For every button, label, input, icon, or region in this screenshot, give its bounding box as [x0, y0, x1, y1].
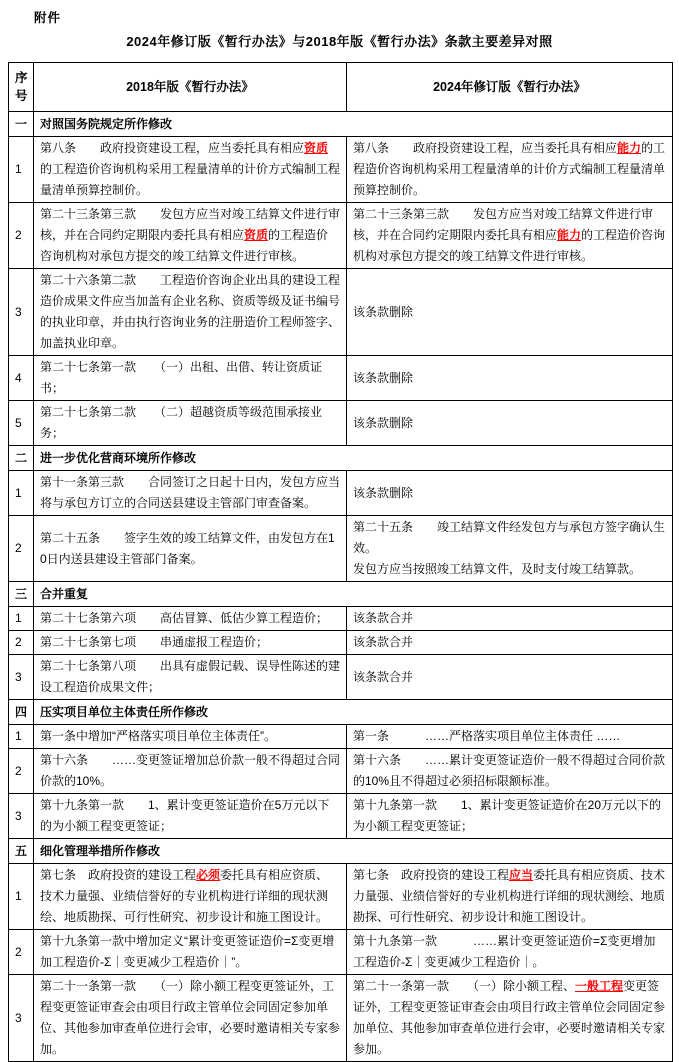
- table-row: [9, 655, 673, 700]
- table-row: [9, 607, 673, 631]
- highlighted-text: 资质: [244, 228, 269, 242]
- row-number: 3: [9, 794, 34, 839]
- highlighted-text: 能力: [617, 141, 642, 155]
- cell-2018-text: [34, 203, 347, 269]
- text-segment: 第二十六条第二款 工程造价咨询企业出具的建设工程造价成果文件应当加盖有企业名称、资质等级及证书编号的执业印章，并由执行咨询业务的注册造价工程师签字、加盖执业印章。: [40, 273, 341, 350]
- text-segment: 第十九条第一款 ……累计变更签证造价=Σ变更增加工程造价-Σ｜变更减少工程造价｜。: [353, 934, 656, 969]
- cell-2018-text: [34, 516, 347, 582]
- table-row: [9, 930, 673, 975]
- row-number: 1: [9, 725, 34, 749]
- table-row: [9, 137, 673, 203]
- text-segment: 第七条 政府投资的建设工程: [353, 868, 510, 882]
- text-segment: 第一条 ……严格落实项目单位主体责任 ……: [353, 729, 621, 743]
- text-segment: 第二十五条 竣工结算文件经发包方与承包方签字确认生效。: [353, 520, 666, 555]
- text-segment: 该条款合并: [353, 669, 414, 684]
- table-row: [9, 975, 673, 1062]
- text-segment: 该条款删除: [353, 485, 414, 500]
- cell-2018-text: [34, 631, 347, 655]
- text-segment: 第二十七条第二款 （二）超越资质等级范围承接业务；: [40, 405, 323, 440]
- cell-2024-text: [347, 975, 673, 1062]
- table-row: [9, 471, 673, 516]
- table-row: [9, 203, 673, 269]
- column-header-index: 序号: [9, 63, 34, 112]
- table-row: [9, 516, 673, 582]
- comparison-table-body: [9, 112, 673, 1062]
- section-header-row: [9, 446, 673, 471]
- row-number: 1: [9, 607, 34, 631]
- highlighted-text: 资质: [304, 141, 329, 155]
- text-segment: 第十九条第一款 1、累计变更签证造价在5万元以下的为小额工程变更签证；: [40, 798, 330, 833]
- cell-2024-text: [347, 607, 673, 631]
- text-segment: 第二十七条第六项 高估冒算、低估少算工程造价；: [40, 611, 329, 625]
- text-segment: 第二十一条第一款 （一）除小额工程、: [353, 979, 576, 993]
- text-segment: 第十六条 ……变更签证增加总价款一般不得超过合同价款的10%。: [40, 753, 341, 788]
- text-segment: 第八条 政府投资建设工程，应当委托具有相应: [40, 141, 305, 155]
- table-row: [9, 269, 673, 356]
- cell-2024-text: [347, 930, 673, 975]
- cell-2024-text: [347, 631, 673, 655]
- text-segment: 第十九条第一款中增加定义“累计变更签证造价=Σ变更增加工程造价-Σ｜变更减少工程造价｜”。: [40, 934, 335, 969]
- row-number: 5: [9, 401, 34, 446]
- text-segment: 的工程造价咨询机构采用工程量清单的计价方式编制工程量清单预算控制价。: [353, 141, 666, 197]
- text-segment: 该条款删除: [353, 370, 414, 385]
- cell-2018-text: [34, 749, 347, 794]
- text-segment: 该条款删除: [353, 415, 414, 430]
- cell-2024-text: [347, 725, 673, 749]
- cell-2018-text: [34, 864, 347, 930]
- text-segment: 的工程造价咨询机构对承包方提交的竣工结算文件进行审核。: [353, 228, 666, 263]
- table-row: [9, 631, 673, 655]
- text-segment: 发包方应当按照竣工结算文件，及时支付竣工结算款。: [353, 562, 642, 576]
- section-index: 一: [9, 112, 34, 137]
- section-title: 细化管理举措所作修改: [34, 839, 673, 864]
- row-number: 2: [9, 631, 34, 655]
- cell-2024-text: [347, 203, 673, 269]
- row-number: 3: [9, 655, 34, 700]
- highlighted-text: 应当: [509, 868, 534, 882]
- section-index: 四: [9, 700, 34, 725]
- row-number: 1: [9, 137, 34, 203]
- row-number: 2: [9, 749, 34, 794]
- text-segment: 第二十七条第一款 （一）出租、出借、转让资质证书；: [40, 360, 323, 395]
- section-header-row: [9, 112, 673, 137]
- table-row: [9, 794, 673, 839]
- text-segment: 第二十三条第三款 发包方应当对竣工结算文件进行审核，并在合同约定期限内委托具有相应: [353, 207, 654, 242]
- cell-2018-text: [34, 401, 347, 446]
- cell-2018-text: [34, 725, 347, 749]
- cell-2024-text: [347, 356, 673, 401]
- cell-2024-text: [347, 794, 673, 839]
- row-number: 1: [9, 864, 34, 930]
- row-number: 2: [9, 930, 34, 975]
- cell-2018-text: [34, 137, 347, 203]
- table-row: [9, 401, 673, 446]
- text-segment: 第十一条第三款 合同签订之日起十日内，发包方应当将与承包方订立的合同送县建设主管部门审查备案。: [40, 475, 341, 510]
- section-header-row: [9, 700, 673, 725]
- text-segment: 该条款删除: [353, 304, 414, 319]
- attachment-label: 附件: [34, 11, 62, 25]
- table-header-row: [9, 63, 673, 112]
- text-segment: 该条款合并: [353, 635, 414, 649]
- section-header-row: [9, 839, 673, 864]
- section-title: 压实项目单位主体责任所作修改: [34, 700, 673, 725]
- text-segment: 的工程造价咨询机构对承包方提交的竣工结算文件进行审核。: [40, 228, 329, 263]
- text-segment: 第二十一条第一款 （一）除小额工程变更签证外，工程变更签证审查会由项目行政主管单位会同固定参加单位、其他参加审查单位进行会审，必要时邀请相关专家参加。: [40, 979, 341, 1056]
- table-row: [9, 356, 673, 401]
- text-segment: 该条款合并: [353, 611, 414, 625]
- table-row: [9, 749, 673, 794]
- text-segment: 第二十七条第八项 出具有虚假记载、误导性陈述的建设工程造价成果文件；: [40, 659, 341, 694]
- table-row: [9, 864, 673, 930]
- highlighted-text: 一般工程: [575, 979, 624, 993]
- row-number: 2: [9, 203, 34, 269]
- text-segment: 第二十五条 签字生效的竣工结算文件，由发包方在10日内送县建设主管部门备案。: [40, 530, 335, 566]
- cell-2018-text: [34, 356, 347, 401]
- row-number: 4: [9, 356, 34, 401]
- row-number: 1: [9, 471, 34, 516]
- text-segment: 第二十三条第三款 发包方应当对竣工结算文件进行审核，并在合同约定期限内委托具有相应: [40, 207, 341, 242]
- section-title: 进一步优化营商环境所作修改: [34, 446, 673, 471]
- text-segment: 委托具有相应资质、技术力量强、业绩信誉好的专业机构进行详细的现状测绘、地质勘探、可行性研究、初步设计和施工图设计。: [353, 868, 666, 924]
- column-header-2018: 2018年版《暂行办法》: [34, 63, 347, 112]
- cell-2024-text: [347, 655, 673, 700]
- cell-2018-text: [34, 930, 347, 975]
- row-number: 3: [9, 269, 34, 356]
- section-title: 对照国务院规定所作修改: [34, 112, 673, 137]
- cell-2024-text: [347, 471, 673, 516]
- row-number: 2: [9, 516, 34, 582]
- column-header-2024: 2024年修订版《暂行办法》: [347, 63, 673, 112]
- cell-2018-text: [34, 269, 347, 356]
- cell-2024-text: [347, 401, 673, 446]
- text-segment: 变更签证外，工程变更签证审查会由项目行政主管单位会同固定参加单位、其他参加审查单位进行会审，必要时邀请相关专家参加。: [353, 979, 666, 1056]
- cell-2024-text: [347, 864, 673, 930]
- table-row: [9, 725, 673, 749]
- cell-2018-text: [34, 471, 347, 516]
- cell-2018-text: [34, 655, 347, 700]
- row-number: 3: [9, 975, 34, 1062]
- text-segment: 委托具有相应资质、技术力量强、业绩信誉好的专业机构进行详细的现状测绘、地质勘探、可行性研究、初步设计和施工图设计。: [40, 868, 329, 924]
- text-segment: 第十九条第一款 1、累计变更签证造价在20万元以下的为小额工程变更签证；: [353, 798, 662, 833]
- highlighted-text: 必须: [196, 868, 221, 882]
- cell-2024-text: [347, 749, 673, 794]
- cell-2024-text: [347, 269, 673, 356]
- text-segment: 第二十七条第七项 串通虚报工程造价；: [40, 635, 269, 649]
- text-segment: 第八条 政府投资建设工程，应当委托具有相应: [353, 141, 618, 155]
- text-segment: 第一条中增加“严格落实项目单位主体责任”。: [40, 729, 276, 743]
- table-header: [9, 63, 673, 112]
- cell-2018-text: [34, 975, 347, 1062]
- text-segment: 的工程造价咨询机构采用工程量清单的计价方式编制工程量清单预算控制价。: [40, 162, 341, 197]
- section-index: 五: [9, 839, 34, 864]
- text-segment: 第十六条 ……累计变更签证造价一般不得超过合同价款的10%且不得超过必须招标限额标准。: [353, 753, 666, 788]
- highlighted-text: 能力: [557, 228, 582, 242]
- text-segment: 第七条 政府投资的建设工程: [40, 868, 197, 882]
- cell-2024-text: [347, 516, 673, 582]
- section-index: 三: [9, 582, 34, 607]
- section-title: 合并重复: [34, 582, 673, 607]
- page-title: 2024年修订版《暂行办法》与2018年版《暂行办法》条款主要差异对照: [126, 34, 553, 49]
- cell-2018-text: [34, 607, 347, 631]
- section-index: 二: [9, 446, 34, 471]
- comparison-table: [8, 62, 673, 1062]
- section-header-row: [9, 582, 673, 607]
- cell-2018-text: [34, 794, 347, 839]
- cell-2024-text: [347, 137, 673, 203]
